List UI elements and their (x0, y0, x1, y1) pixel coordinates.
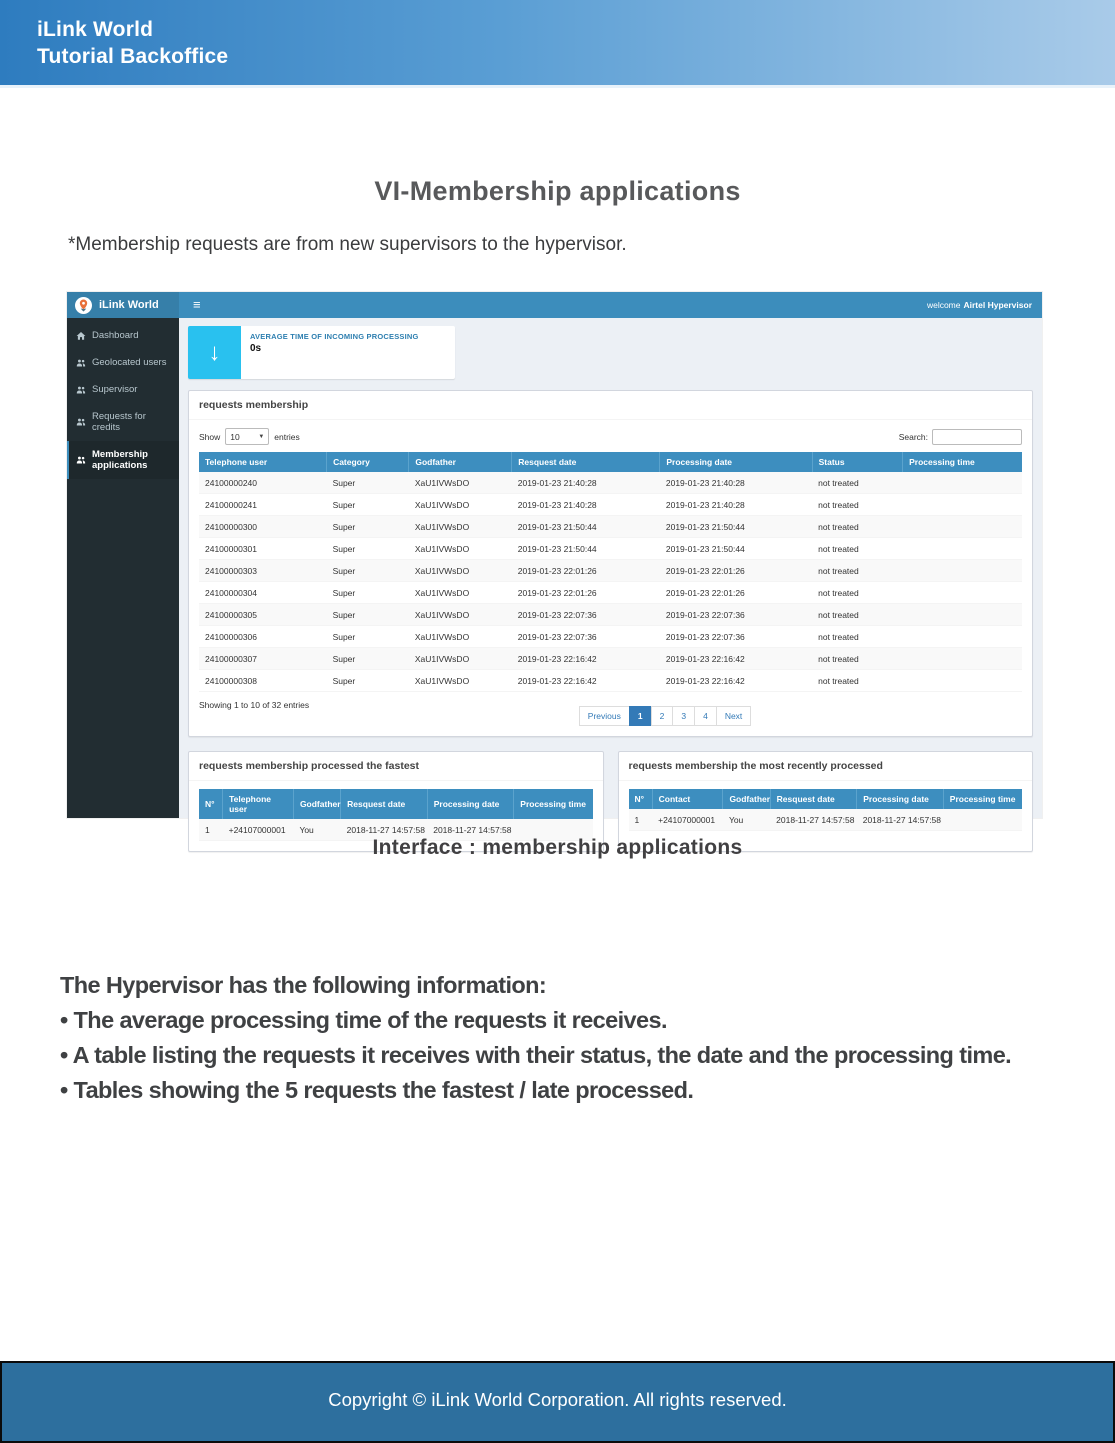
pagination-previous-button[interactable]: Previous (579, 706, 630, 726)
entries-select-value: 10 (230, 431, 240, 442)
table-cell: not treated (812, 516, 903, 538)
table-row (199, 626, 1022, 648)
table-cell (903, 516, 1022, 538)
table-cell (903, 582, 1022, 604)
table-cell: Super (327, 560, 409, 582)
search-label: Search: (898, 431, 928, 442)
table-header-row (629, 789, 1023, 809)
hamburger-menu-icon[interactable]: ≡ (193, 297, 201, 312)
entries-label: entries (274, 431, 300, 442)
table-cell: not treated (812, 670, 903, 692)
column-header[interactable]: N° (629, 789, 653, 809)
table-cell: 2018-11-27 14:57:58 (770, 809, 857, 831)
app-brand[interactable] (67, 292, 179, 318)
table-cell: 2019-01-23 22:16:42 (512, 670, 660, 692)
document-footer (0, 1361, 1115, 1443)
table-row (199, 604, 1022, 626)
column-header[interactable]: Processing time (943, 789, 1022, 809)
pagination-page-2-button[interactable]: 2 (651, 706, 674, 726)
table-header-row (199, 789, 593, 819)
entries-summary: Showing 1 to 10 of 32 entries (199, 700, 310, 710)
column-header[interactable]: Processing time (514, 789, 593, 819)
table-cell: 2019-01-23 22:01:26 (660, 582, 812, 604)
app-main-content (179, 318, 1042, 835)
table-cell: You (293, 819, 340, 841)
table-cell: 24100000306 (199, 626, 327, 648)
table-cell: XaU1IVWsDO (409, 472, 512, 494)
table-cell: 2019-01-23 22:07:36 (660, 626, 812, 648)
table-cell (903, 560, 1022, 582)
table-cell: 2019-01-23 22:01:26 (660, 560, 812, 582)
requests-membership-panel (188, 390, 1033, 737)
pagination-page-4-button[interactable]: 4 (694, 706, 717, 726)
table-cell (903, 494, 1022, 516)
table-cell: You (723, 809, 770, 831)
table-cell: XaU1IVWsDO (409, 582, 512, 604)
table-cell: XaU1IVWsDO (409, 538, 512, 560)
users-icon (76, 358, 86, 368)
welcome-user[interactable] (927, 292, 1042, 318)
pagination-next-button[interactable]: Next (716, 706, 751, 726)
table-cell: 2019-01-23 22:01:26 (512, 582, 660, 604)
table-cell: 24100000241 (199, 494, 327, 516)
table-cell: Super (327, 494, 409, 516)
table-cell: 2019-01-23 22:07:36 (660, 604, 812, 626)
app-brand-label: iLink World (99, 299, 159, 311)
table-cell: XaU1IVWsDO (409, 560, 512, 582)
column-header[interactable]: Resquest date (770, 789, 857, 809)
info-bullet: • The average processing time of the requests it receives. (60, 1007, 667, 1033)
average-time-value: 0s (250, 343, 262, 354)
sidebar-item-label: Dashboard (92, 330, 139, 341)
average-time-card (188, 326, 455, 379)
column-header[interactable]: Telephone user (223, 789, 294, 819)
info-bullet: • A table listing the requests it receives with their status, the date and the processing time. (60, 1042, 1012, 1068)
users-icon (76, 455, 86, 465)
table-cell: not treated (812, 582, 903, 604)
page-subtitle: *Membership requests are from new supervisors to the hypervisor. (68, 234, 627, 255)
table-cell: 2019-01-23 22:07:36 (512, 626, 660, 648)
table-cell: XaU1IVWsDO (409, 604, 512, 626)
column-header[interactable]: Telephone user (199, 452, 327, 472)
table-cell: 2019-01-23 21:40:28 (512, 472, 660, 494)
entries-select[interactable] (225, 428, 269, 445)
table-row (629, 809, 1023, 831)
table-cell: 24100000305 (199, 604, 327, 626)
app-sidebar (67, 318, 179, 818)
table-cell: not treated (812, 560, 903, 582)
requests-membership-table (199, 452, 1022, 692)
sidebar-item-geolocated-users[interactable] (67, 349, 179, 376)
table-cell: 2019-01-23 21:50:44 (512, 516, 660, 538)
table-cell: XaU1IVWsDO (409, 648, 512, 670)
users-icon (76, 385, 86, 395)
table-cell (903, 626, 1022, 648)
table-cell: Super (327, 648, 409, 670)
table-cell: 2019-01-23 21:40:28 (660, 472, 812, 494)
ilink-logo-icon (75, 297, 92, 314)
document-header-line1: iLink World (37, 18, 154, 41)
table-cell: 2019-01-23 21:40:28 (512, 494, 660, 516)
table-row (199, 538, 1022, 560)
table-cell: 1 (199, 819, 223, 841)
sidebar-item-supervisor[interactable] (67, 376, 179, 403)
table-cell: 1 (629, 809, 653, 831)
table-cell: not treated (812, 604, 903, 626)
table-cell (903, 604, 1022, 626)
table-cell: 2019-01-23 21:40:28 (660, 494, 812, 516)
sidebar-item-label: Geolocated users (92, 357, 167, 368)
table-row (199, 670, 1022, 692)
column-header[interactable]: Resquest date (341, 789, 428, 819)
table-cell: XaU1IVWsDO (409, 670, 512, 692)
table-cell: XaU1IVWsDO (409, 494, 512, 516)
column-header[interactable]: Contact (652, 789, 723, 809)
welcome-username: Airtel Hypervisor (963, 300, 1032, 310)
table-cell: not treated (812, 494, 903, 516)
table-cell: 2018-11-27 14:57:58 (341, 819, 428, 841)
table-cell: 2019-01-23 22:16:42 (512, 648, 660, 670)
table-cell: 2019-01-23 21:50:44 (660, 516, 812, 538)
table-cell: 24100000308 (199, 670, 327, 692)
table-cell: Super (327, 626, 409, 648)
page-title: VI-Membership applications (374, 176, 741, 206)
users-icon (76, 417, 86, 427)
table-cell (943, 809, 1022, 831)
screenshot-caption: Interface : membership applications (372, 836, 743, 859)
pagination-page-3-button[interactable]: 3 (672, 706, 695, 726)
table-cell: 2018-11-27 14:57:58 (427, 819, 514, 841)
table-cell: 2019-01-23 22:07:36 (512, 604, 660, 626)
table-cell: not treated (812, 626, 903, 648)
table-cell: XaU1IVWsDO (409, 626, 512, 648)
table-header-row (199, 452, 1022, 472)
column-header[interactable]: Category (327, 452, 409, 472)
column-header[interactable]: Processing time (903, 452, 1022, 472)
table-cell: Super (327, 538, 409, 560)
column-header[interactable]: N° (199, 789, 223, 819)
table-cell: not treated (812, 538, 903, 560)
table-cell: 24100000301 (199, 538, 327, 560)
table-cell: 24100000240 (199, 472, 327, 494)
pagination (580, 706, 752, 726)
table-cell: not treated (812, 472, 903, 494)
table-row (199, 472, 1022, 494)
table-row (199, 560, 1022, 582)
column-header[interactable]: Processing date (857, 789, 944, 809)
app-topbar (67, 292, 1042, 318)
sidebar-item-label: Requests for credits (92, 411, 146, 433)
sidebar-item-requests-for-credits[interactable] (67, 403, 179, 441)
search-input[interactable] (932, 429, 1022, 445)
table-cell: Super (327, 604, 409, 626)
column-header[interactable]: Godfather (293, 789, 340, 819)
table-cell: 2019-01-23 22:16:42 (660, 648, 812, 670)
average-time-label: AVERAGE TIME OF INCOMING PROCESSING (250, 332, 419, 341)
table-cell: +24107000001 (652, 809, 723, 831)
backoffice-screenshot (67, 292, 1042, 835)
table-cell (903, 472, 1022, 494)
fastest-processed-table (199, 789, 593, 841)
table-row (199, 516, 1022, 538)
table-cell: Super (327, 582, 409, 604)
sidebar-item-dashboard[interactable] (67, 322, 179, 349)
column-header[interactable]: Status (812, 452, 903, 472)
column-header[interactable]: Godfather (723, 789, 770, 809)
table-cell: XaU1IVWsDO (409, 516, 512, 538)
table-cell (903, 538, 1022, 560)
table-cell: Super (327, 472, 409, 494)
info-bullet: • Tables showing the 5 requests the fastest / late processed. (60, 1077, 694, 1103)
recently-processed-title: requests membership the most recently processed (619, 752, 1033, 781)
column-header[interactable]: Processing date (427, 789, 514, 819)
document-header-line2: Tutorial Backoffice (37, 45, 229, 68)
table-cell: 24100000307 (199, 648, 327, 670)
show-label: Show (199, 431, 221, 442)
requests-membership-title: requests membership (189, 391, 1032, 420)
column-header[interactable]: Godfather (409, 452, 512, 472)
recently-processed-table (629, 789, 1023, 831)
table-row (199, 648, 1022, 670)
sidebar-item-label: Supervisor (92, 384, 138, 395)
down-arrow-icon: ↓ (188, 326, 241, 379)
table-cell: Super (327, 516, 409, 538)
table-cell: 2019-01-23 22:01:26 (512, 560, 660, 582)
table-cell: 2019-01-23 22:16:42 (660, 670, 812, 692)
info-heading: The Hypervisor has the following information: (60, 972, 547, 998)
document-header (0, 0, 1115, 88)
table-cell: 24100000304 (199, 582, 327, 604)
table-cell: 24100000300 (199, 516, 327, 538)
pagination-page-1-button[interactable]: 1 (629, 706, 652, 726)
copyright-text: Copyright © iLink World Corporation. All rights reserved. (328, 1389, 787, 1410)
info-block (60, 968, 1070, 1108)
table-cell: 2018-11-27 14:57:58 (857, 809, 944, 831)
home-icon (76, 331, 86, 341)
column-header[interactable]: Processing date (660, 452, 812, 472)
table-cell: 2019-01-23 21:50:44 (512, 538, 660, 560)
chevron-down-icon: ▼ (258, 433, 265, 440)
sidebar-item-membership-applications[interactable] (67, 441, 179, 479)
table-cell (903, 670, 1022, 692)
table-cell: 2019-01-23 21:50:44 (660, 538, 812, 560)
table-cell: +24107000001 (223, 819, 294, 841)
table-cell: Super (327, 670, 409, 692)
sidebar-item-label: Membership applications (92, 449, 148, 471)
table-cell: 24100000303 (199, 560, 327, 582)
welcome-prefix: welcome (926, 300, 961, 310)
column-header[interactable]: Resquest date (512, 452, 660, 472)
table-cell: not treated (812, 648, 903, 670)
table-row (199, 494, 1022, 516)
table-cell (903, 648, 1022, 670)
table-row (199, 582, 1022, 604)
fastest-processed-title: requests membership processed the fastest (189, 752, 603, 781)
